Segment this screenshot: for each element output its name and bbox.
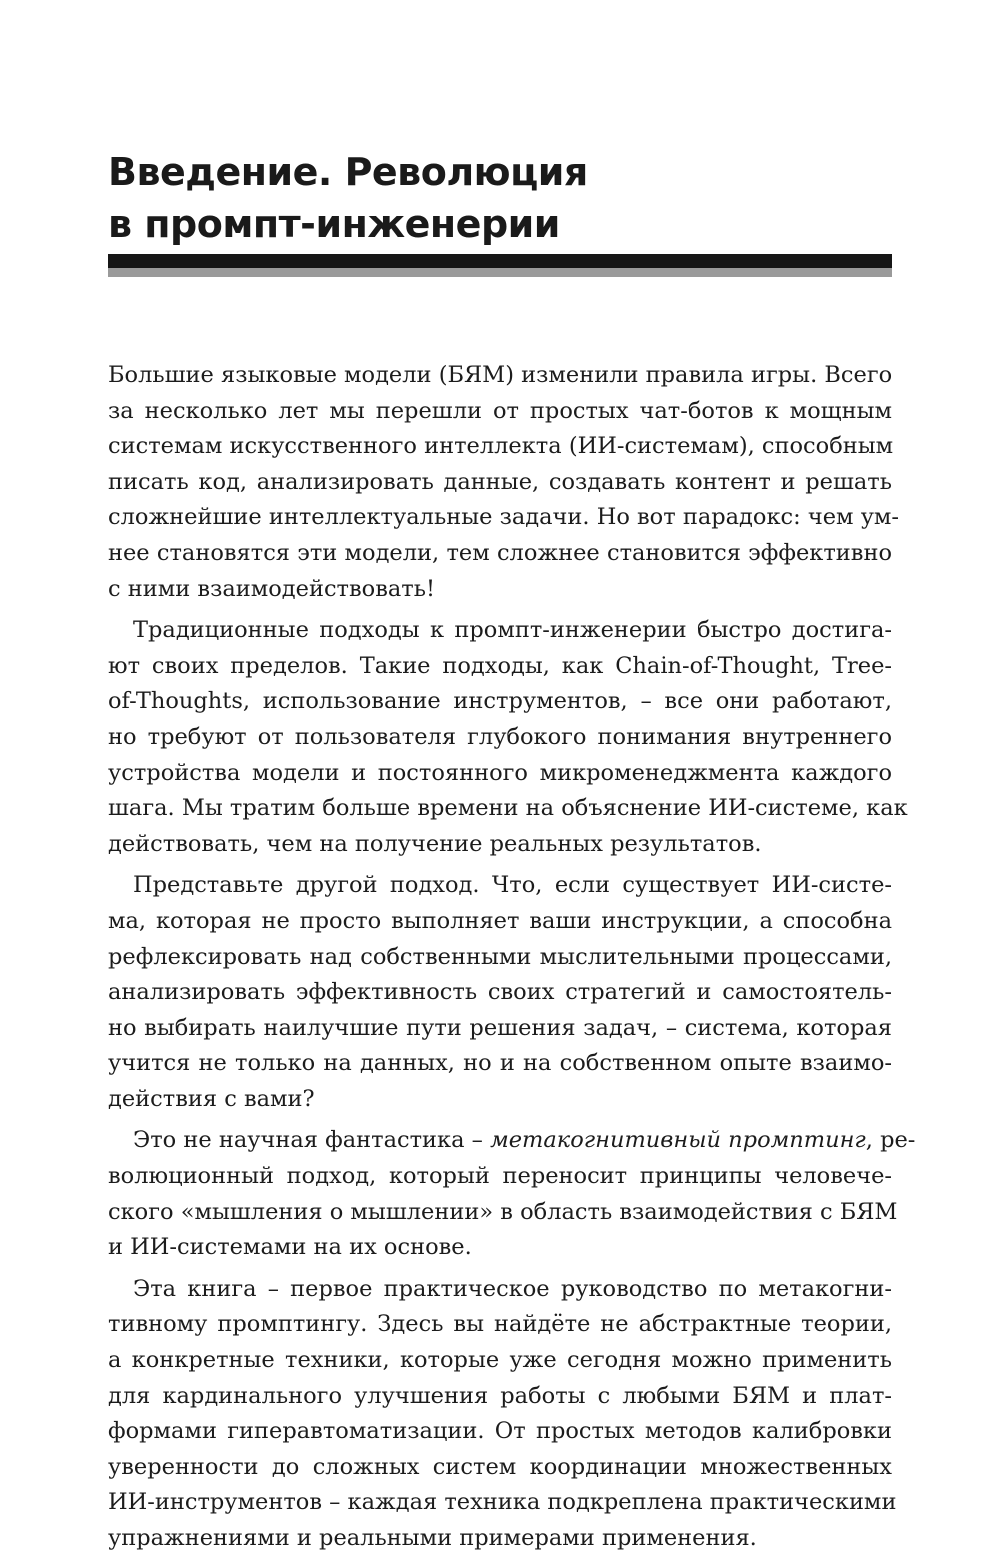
title-rule-dark (108, 254, 892, 268)
text-line: сложнейшие интеллектуальные задачи. Но вот парадокс: чем ум- (108, 504, 900, 531)
text-line: Большие языковые модели (БЯМ) изменили правила игры. Всего (108, 362, 893, 388)
paragraph-2 (108, 613, 908, 862)
text-line: для кардинального улучшения работы с любыми БЯМ и плат- (108, 1382, 892, 1409)
text-line: с ними взаимодействовать! (108, 575, 436, 602)
chapter-title-line-1: Введение. Революция (108, 150, 588, 194)
text-line: но требуют от пользователя глубокого понимания внутреннего (108, 723, 892, 750)
text-line: писать код, анализировать данные, создавать контент и решать (108, 468, 892, 495)
text-line: а конкретные техники, которые уже сегодня можно применить (108, 1347, 892, 1374)
paragraph-3 (108, 868, 892, 1117)
title-rule-grey (108, 268, 892, 277)
text-line: формами гиперавтоматизации. От простых методов калибровки (108, 1418, 892, 1445)
text-line: волюционный подход, который переносит принципы человече- (108, 1163, 892, 1190)
text-line: учится не только на данных, но и на собственном опыте взаимо- (108, 1050, 892, 1077)
text-run: , ре- (865, 1127, 916, 1154)
text-line: но выбирать наилучшие пути решения задач, – система, которая (108, 1014, 892, 1041)
text-line: действия с вами? (108, 1085, 315, 1112)
chapter-title (108, 146, 908, 250)
text-line: и ИИ-системами на их основе. (108, 1234, 472, 1261)
text-line: нее становятся эти модели, тем сложнее становится эффективно (108, 539, 892, 566)
paragraph-5 (108, 1272, 897, 1557)
text-line: ского «мышления о мышлении» в область взаимодействия с БЯМ (108, 1198, 898, 1225)
text-line: системам искусственного интеллекта (ИИ-системам), способным (108, 433, 894, 460)
text-line: рефлексировать над собственными мыслительными процессами, (108, 943, 892, 970)
text-line: Эта книга – первое практическое руководство по метакогни- (133, 1275, 892, 1302)
text-line (108, 1123, 916, 1159)
text-line: тивному промптингу. Здесь вы найдёте не абстрактные теории, (108, 1311, 892, 1338)
text-line: упражнениями и реальными примерами применения. (108, 1525, 757, 1551)
paragraph-1 (108, 358, 900, 607)
text-line: ИИ-инструментов – каждая техника подкреплена практическими (108, 1489, 897, 1516)
text-line: Представьте другой подход. Что, если существует ИИ-систе- (133, 872, 892, 899)
body-text (108, 358, 916, 1557)
text-line: ют своих пределов. Такие подходы, как Chain-of-Thought, Tree- (108, 652, 892, 679)
text-line: шага. Мы тратим больше времени на объяснение ИИ-системе, как (108, 795, 908, 822)
emphasis-term: метакогнитивный промптинг (490, 1127, 866, 1154)
text-line: of-Thoughts, использование инструментов, – все они работают, (108, 688, 892, 715)
chapter-title-line-2: в промпт-инженерии (108, 202, 560, 246)
text-line: Традиционные подходы к промпт-инженерии быстро достига- (133, 617, 892, 644)
text-run: Это не научная фантастика – (133, 1127, 491, 1154)
paragraph-4 (108, 1123, 916, 1265)
text-line: уверенности до сложных систем координации множественных (108, 1453, 892, 1480)
text-line: действовать, чем на получение реальных результатов. (108, 830, 762, 857)
text-line: ма, которая не просто выполняет ваши инструкции, а способна (108, 907, 892, 934)
text-line: устройства модели и постоянного микроменеджмента каждого (108, 759, 892, 786)
text-line: анализировать эффективность своих стратегий и самостоятель- (108, 979, 892, 1006)
text-line: за несколько лет мы перешли от простых чат-ботов к мощным (108, 397, 892, 424)
